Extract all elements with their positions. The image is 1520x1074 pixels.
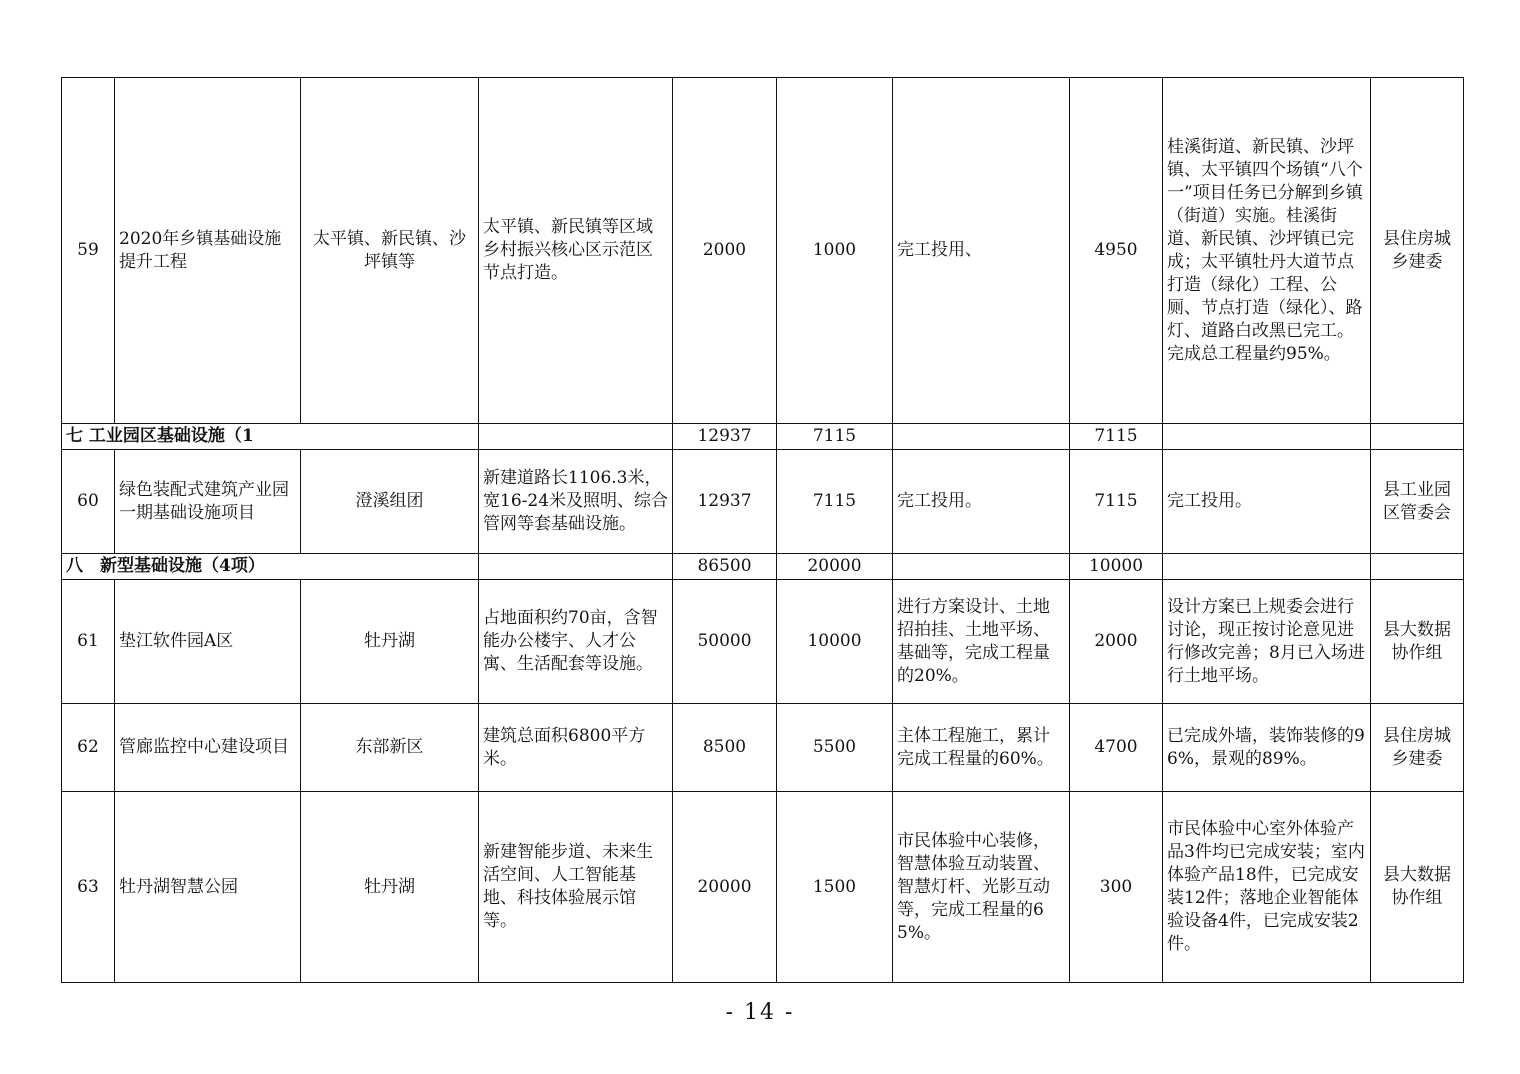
progress-description: 完工投用。: [1163, 450, 1371, 554]
planned-investment: 1000: [777, 78, 893, 424]
project-content: 新建智能步道、未来生活空间、人工智能基地、科技体验展示馆等。: [479, 792, 673, 983]
annual-goal: 进行方案设计、土地招拍挂、土地平场、基础等，完成工程量的20%。: [893, 580, 1070, 704]
planned-investment: 1500: [777, 792, 893, 983]
responsible-unit: 县工业园区管委会: [1371, 450, 1464, 554]
project-location: 澄溪组团: [301, 450, 479, 554]
section-plan: 20000: [777, 554, 893, 580]
table-row: [62, 450, 1464, 554]
project-name: 管廊监控中心建设项目: [115, 704, 301, 792]
total-investment: 20000: [673, 792, 777, 983]
responsible-unit: 县大数据协作组: [1371, 792, 1464, 983]
annual-goal: 完工投用。: [893, 450, 1070, 554]
project-location: 太平镇、新民镇、沙坪镇等: [301, 78, 479, 424]
section-title: 七 工业园区基础设施（1: [62, 424, 479, 450]
page-number: - 14 -: [725, 1000, 795, 1025]
table-row: [62, 580, 1464, 704]
total-investment: 12937: [673, 450, 777, 554]
section-done: 7115: [1070, 424, 1163, 450]
planned-investment: 10000: [777, 580, 893, 704]
progress-description: 设计方案已上规委会进行讨论，现正按讨论意见进行修改完善；8月已入场进行土地平场。: [1163, 580, 1371, 704]
row-number: 63: [62, 792, 115, 983]
planned-investment: 7115: [777, 450, 893, 554]
section-done: 10000: [1070, 554, 1163, 580]
completed-investment: 2000: [1070, 580, 1163, 704]
project-name: 绿色装配式建筑产业园一期基础设施项目: [115, 450, 301, 554]
row-number: 59: [62, 78, 115, 424]
table-row: [62, 792, 1464, 983]
project-content: 新建道路长1106.3米，宽16-24米及照明、综合管网等套基础设施。: [479, 450, 673, 554]
project-name: 牡丹湖智慧公园: [115, 792, 301, 983]
row-number: 62: [62, 704, 115, 792]
project-name: 2020年乡镇基础设施提升工程: [115, 78, 301, 424]
responsible-unit: 县住房城乡建委: [1371, 704, 1464, 792]
project-content: 建筑总面积6800平方米。: [479, 704, 673, 792]
project-name: 垫江软件园A区: [115, 580, 301, 704]
completed-investment: 4700: [1070, 704, 1163, 792]
section-plan: 7115: [777, 424, 893, 450]
project-content: 占地面积约70亩，含智能办公楼宇、人才公寓、生活配套等设施。: [479, 580, 673, 704]
row-number: 61: [62, 580, 115, 704]
section-row: [62, 554, 1464, 580]
section-total: 12937: [673, 424, 777, 450]
planned-investment: 5500: [777, 704, 893, 792]
progress-description: 桂溪街道、新民镇、沙坪镇、太平镇四个场镇“八个一”项目任务已分解到乡镇（街道）实施。桂溪街道、新民镇、沙坪镇已完成；太平镇牡丹大道节点打造（绿化）工程、公厕、节点打造（绿化）、路灯、道路白改黑已完工。完成总工程量约95%。: [1163, 78, 1371, 424]
annual-goal: 主体工程施工，累计完成工程量的60%。: [893, 704, 1070, 792]
table-row: [62, 78, 1464, 424]
total-investment: 2000: [673, 78, 777, 424]
project-table: [61, 77, 1464, 983]
project-location: 牡丹湖: [301, 792, 479, 983]
annual-goal: 完工投用、: [893, 78, 1070, 424]
annual-goal: 市民体验中心装修，智慧体验互动装置、智慧灯杆、光影互动等，完成工程量的65%。: [893, 792, 1070, 983]
section-title: 八 新型基础设施（4项）: [62, 554, 479, 580]
responsible-unit: 县住房城乡建委: [1371, 78, 1464, 424]
completed-investment: 300: [1070, 792, 1163, 983]
completed-investment: 7115: [1070, 450, 1163, 554]
progress-description: 市民体验中心室外体验产品3件均已完成安装；室内体验产品18件，已完成安装12件；落地企业智能体验设备4件，已完成安装2件。: [1163, 792, 1371, 983]
total-investment: 8500: [673, 704, 777, 792]
project-location: 牡丹湖: [301, 580, 479, 704]
row-number: 60: [62, 450, 115, 554]
progress-description: 已完成外墙，装饰装修的96%，景观的89%。: [1163, 704, 1371, 792]
section-row: [62, 424, 1464, 450]
project-location: 东部新区: [301, 704, 479, 792]
project-content: 太平镇、新民镇等区域乡村振兴核心区示范区节点打造。: [479, 78, 673, 424]
total-investment: 50000: [673, 580, 777, 704]
responsible-unit: 县大数据协作组: [1371, 580, 1464, 704]
table-row: [62, 704, 1464, 792]
section-total: 86500: [673, 554, 777, 580]
completed-investment: 4950: [1070, 78, 1163, 424]
